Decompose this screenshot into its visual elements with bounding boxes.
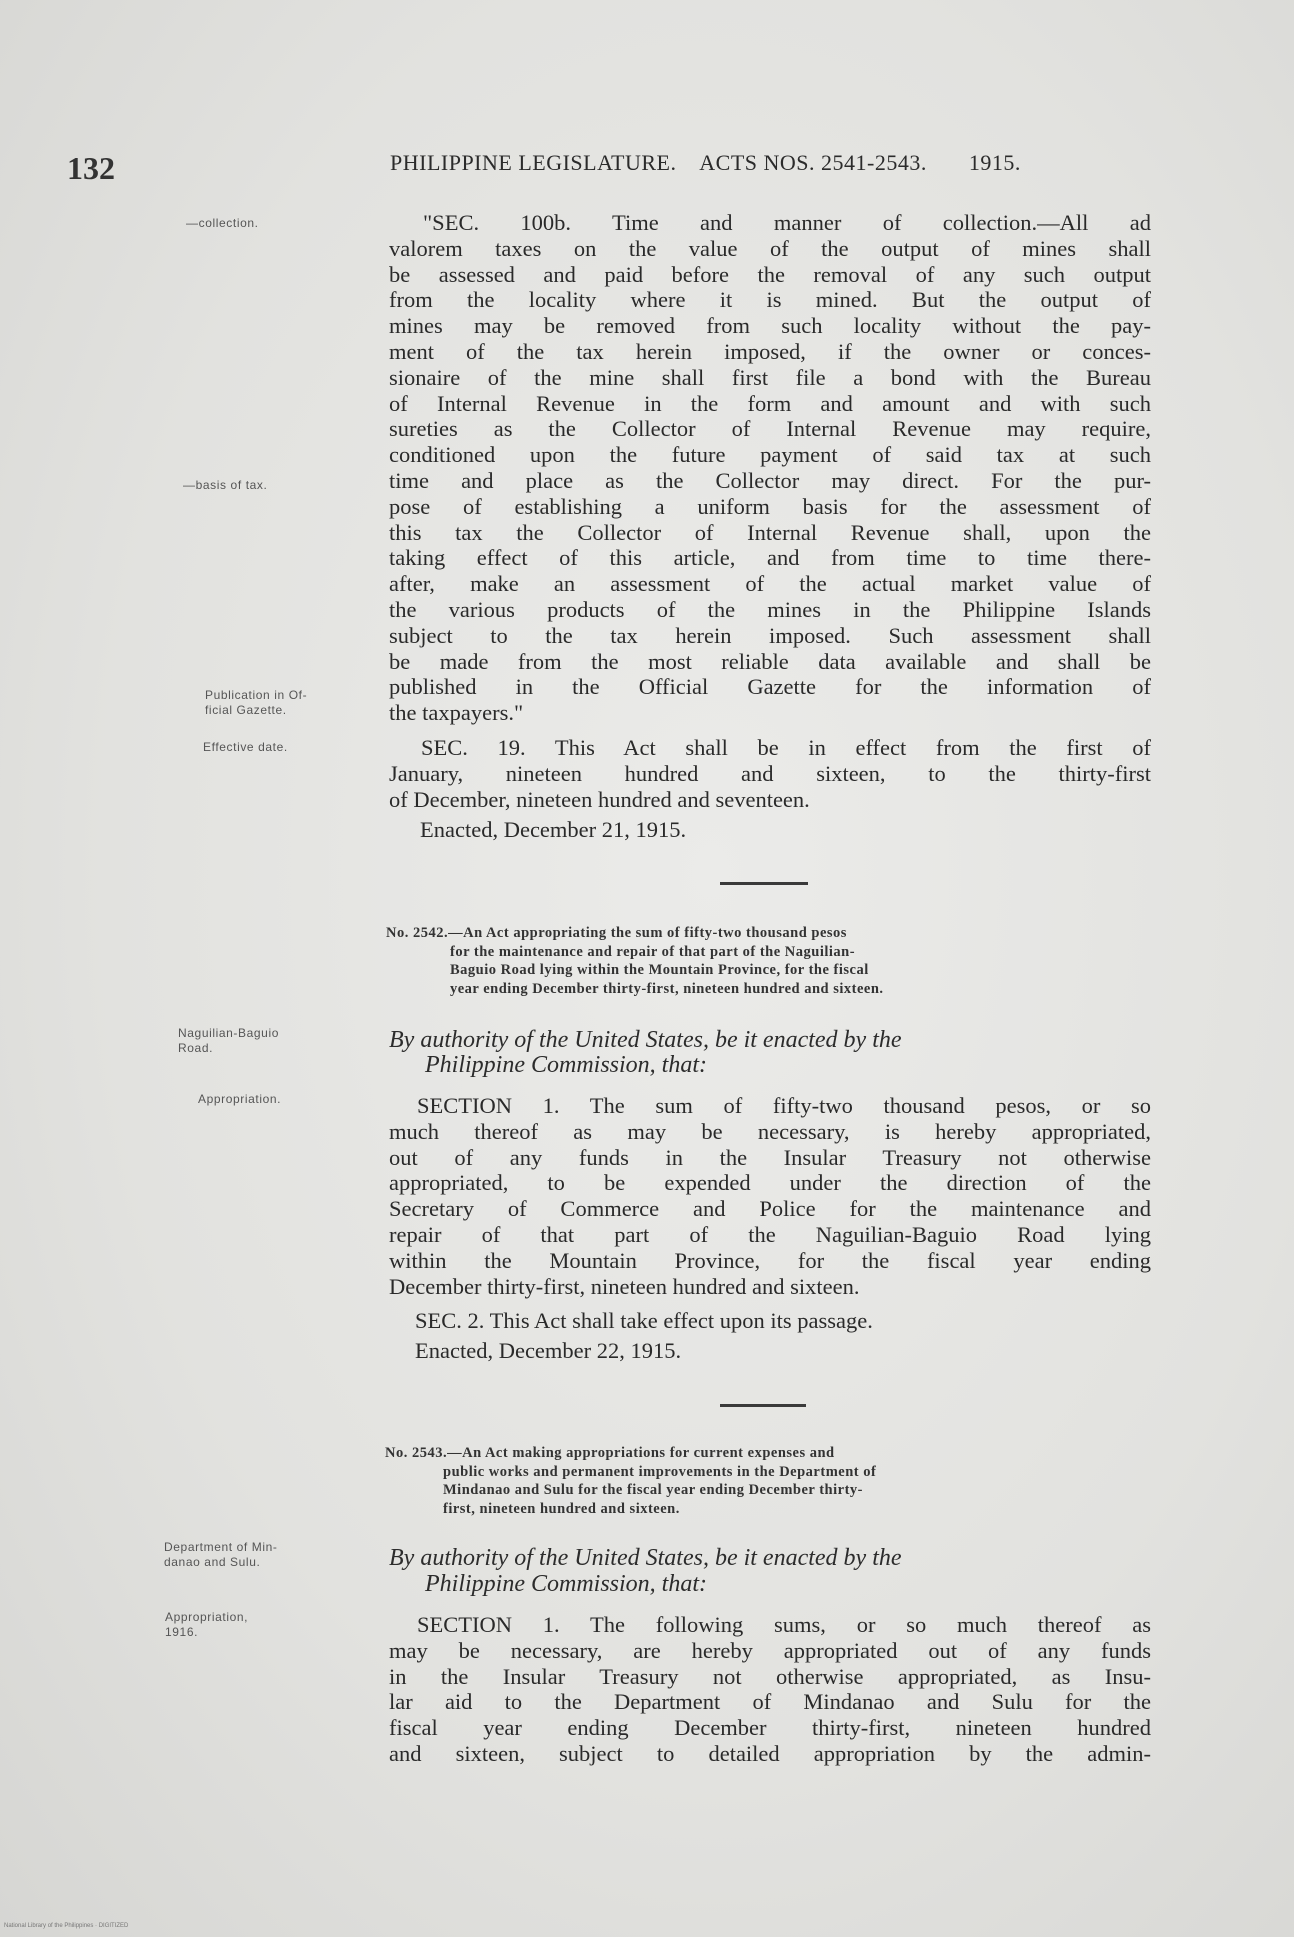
margin-note-mindanao: Department of Min- danao and Sulu. bbox=[164, 1540, 278, 1569]
running-head-title: PHILIPPINE LEGISLATURE. bbox=[390, 150, 677, 175]
summary-line: public works and permanent improvements in the Department of bbox=[443, 1463, 877, 1480]
text-line: SECTION 1. The following sums, or so much thereof as bbox=[417, 1612, 1151, 1637]
text-line: the various products of the mines in the Philippine Islands bbox=[389, 596, 1151, 622]
section-19 bbox=[389, 735, 1151, 812]
text-line: Secretary of Commerce and Police for the maintenance and bbox=[389, 1196, 1151, 1222]
text-line: be assessed and paid before the removal of any such output bbox=[389, 261, 1151, 287]
text-line: lar aid to the Department of Mindanao and Sulu for the bbox=[389, 1689, 1151, 1715]
enacting-clause-2542: By authority of the United States, be it enacted by the bbox=[389, 1027, 902, 1053]
enacted-2542: Enacted, December 22, 1915. bbox=[415, 1338, 682, 1363]
text-line: of Internal Revenue in the form and amount and with such bbox=[389, 390, 1151, 416]
summary-line: No. 2543.—An Act making appropriations for current expenses and bbox=[385, 1445, 835, 1461]
margin-note-appropriation: Appropriation. bbox=[198, 1092, 282, 1106]
divider-rule bbox=[720, 1404, 806, 1407]
summary-line: year ending December thirty-first, nineteen hundred and sixteen. bbox=[450, 980, 884, 997]
text-line: sionaire of the mine shall first file a bond with the Bureau bbox=[389, 364, 1151, 390]
text-line: of December, nineteen hundred and seventeen. bbox=[389, 786, 810, 812]
act-2543-summary bbox=[385, 1444, 876, 1518]
enacting-clause-2543: By authority of the United States, be it enacted by the bbox=[389, 1545, 902, 1571]
text-line: conditioned upon the future payment of said tax at such bbox=[389, 442, 1151, 468]
text-line: pose of establishing a uniform basis for the assessment of bbox=[389, 493, 1151, 519]
margin-note-basis: —basis of tax. bbox=[183, 478, 268, 492]
text-line: SECTION 1. The sum of fifty-two thousand pesos, or so bbox=[417, 1093, 1151, 1118]
margin-note-appropriation-1916: Appropriation, 1916. bbox=[165, 1610, 249, 1639]
text-line: the taxpayers." bbox=[389, 700, 524, 726]
summary-line: first, nineteen hundred and sixteen. bbox=[443, 1500, 680, 1517]
margin-note-publication: Publication in Of- ficial Gazette. bbox=[205, 688, 308, 717]
text-line: time and place as the Collector may direct. For the pur- bbox=[389, 467, 1151, 493]
enacting-clause-2543-cont: Philippine Commission, that: bbox=[425, 1571, 707, 1597]
running-head-year: 1915. bbox=[968, 150, 1021, 175]
scan-credit: National Library of the Philippines · DIGITIZED bbox=[4, 1923, 129, 1929]
summary-line: Mindanao and Sulu for the fiscal year ending December thirty- bbox=[443, 1482, 863, 1498]
summary-line: No. 2542.—An Act appropriating the sum of fifty-two thousand pesos bbox=[386, 925, 847, 941]
text-line: this tax the Collector of Internal Revenue shall, upon the bbox=[389, 519, 1151, 545]
section-100b bbox=[389, 210, 1151, 726]
margin-note-collection: —collection. bbox=[186, 216, 259, 230]
text-line: out of any funds in the Insular Treasury not otherwise bbox=[389, 1144, 1151, 1170]
text-line: be made from the most reliable data available and shall be bbox=[389, 648, 1151, 674]
text-line: taking effect of this article, and from time to time there- bbox=[389, 545, 1151, 571]
text-line: after, make an assessment of the actual market value of bbox=[389, 571, 1151, 597]
text-line: much thereof as may be necessary, is hereby appropriated, bbox=[389, 1118, 1151, 1144]
text-line: December thirty-first, nineteen hundred and sixteen. bbox=[389, 1273, 860, 1299]
text-line: appropriated, to be expended under the direction of the bbox=[389, 1170, 1151, 1196]
text-line: repair of that part of the Naguilian-Baguio Road lying bbox=[389, 1221, 1151, 1247]
text-line: may be necessary, are hereby appropriated out of any funds bbox=[389, 1637, 1151, 1663]
margin-note-effective: Effective date. bbox=[203, 740, 288, 754]
act-2542-section-2: SEC. 2. This Act shall take effect upon its passage. bbox=[415, 1308, 873, 1333]
text-line: from the locality where it is mined. But the output of bbox=[389, 287, 1151, 313]
enacting-clause-2542-cont: Philippine Commission, that: bbox=[425, 1052, 707, 1078]
text-line: and sixteen, subject to detailed appropriation by the admin- bbox=[389, 1740, 1151, 1766]
act-2543-section-1 bbox=[389, 1612, 1151, 1767]
act-2542-section-1 bbox=[389, 1093, 1151, 1299]
page-number: 132 bbox=[67, 150, 115, 186]
running-head bbox=[390, 150, 1140, 176]
text-line: published in the Official Gazette for the information of bbox=[389, 674, 1151, 700]
text-line: "SEC. 100b. Time and manner of collection.—All ad bbox=[423, 210, 1151, 235]
text-line: fiscal year ending December thirty-first, nineteen hundred bbox=[389, 1715, 1151, 1741]
act-2542-summary bbox=[386, 924, 884, 998]
summary-line: for the maintenance and repair of that part of the Naguilian- bbox=[450, 943, 856, 960]
text-line: ment of the tax herein imposed, if the owner or conces- bbox=[389, 338, 1151, 364]
text-line: SEC. 19. This Act shall be in effect from the first of bbox=[421, 735, 1151, 760]
text-line: mines may be removed from such locality without the pay- bbox=[389, 313, 1151, 339]
text-line: valorem taxes on the value of the output of mines shall bbox=[389, 235, 1151, 261]
divider-rule bbox=[720, 882, 808, 885]
text-line: January, nineteen hundred and sixteen, to the thirty-first bbox=[389, 760, 1151, 786]
text-line: in the Insular Treasury not otherwise appropriated, as Insu- bbox=[389, 1663, 1151, 1689]
summary-line: Baguio Road lying within the Mountain Province, for the fiscal bbox=[450, 962, 869, 978]
text-line: sureties as the Collector of Internal Revenue may require, bbox=[389, 416, 1151, 442]
margin-note-naguilian: Naguilian-Baguio Road. bbox=[178, 1026, 279, 1055]
text-line: within the Mountain Province, for the fiscal year ending bbox=[389, 1247, 1151, 1273]
enacted-2541: Enacted, December 21, 1915. bbox=[420, 817, 687, 842]
running-head-acts: ACTS NOS. 2541-2543. bbox=[699, 150, 927, 175]
text-line: subject to the tax herein imposed. Such assessment shall bbox=[389, 622, 1151, 648]
